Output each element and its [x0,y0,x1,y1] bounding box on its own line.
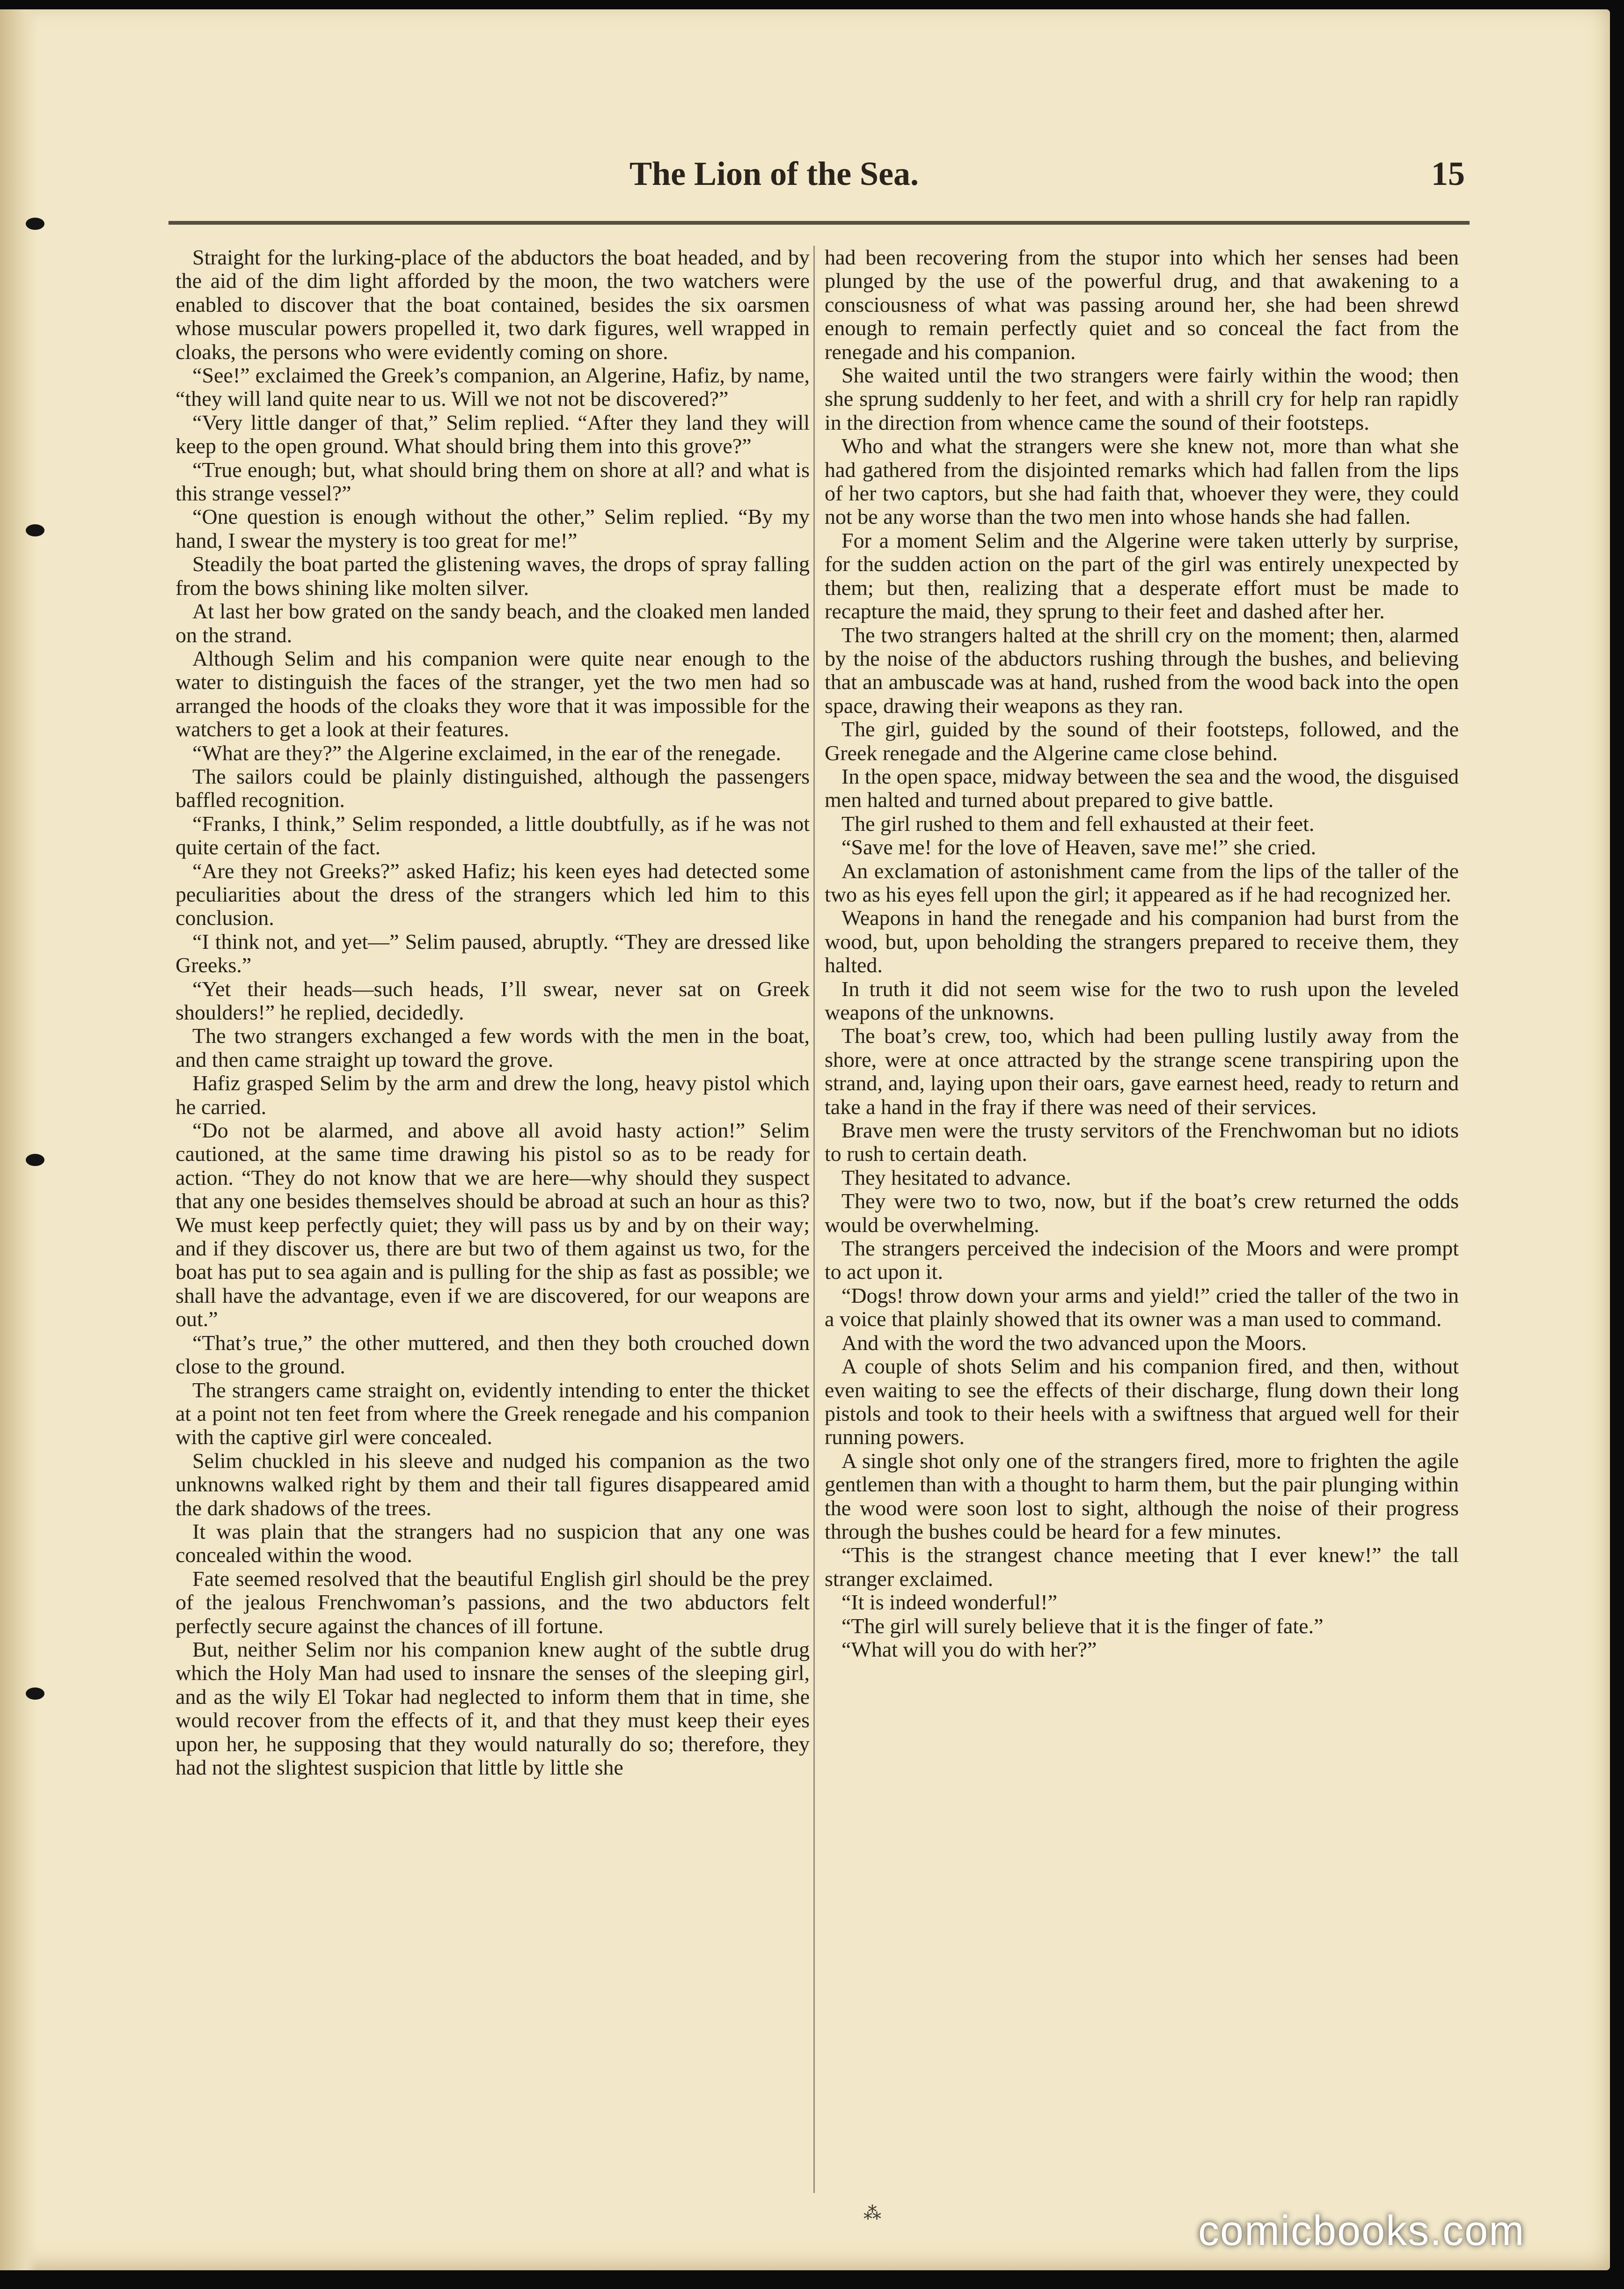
paragraph: At last her bow grated on the sandy beach, and the cloaked men landed on the strand. [176,599,810,647]
paragraph: Hafiz grasped Selim by the arm and drew the long, heavy pistol which he carried. [176,1071,810,1119]
paragraph: They were two to two, now, but if the boat’s crew returned the odds would be overwhelming. [825,1189,1459,1237]
paragraph: It was plain that the strangers had no suspicion that any one was concealed within the wood. [176,1519,810,1567]
paragraph: “Very little danger of that,” Selim replied. “After they land they will keep to the open ground. What should bring them into this grove?” [176,410,810,458]
paragraph: The strangers perceived the indecision of the Moors and were prompt to act upon it. [825,1236,1459,1284]
page-title: The Lion of the Sea. [629,155,919,192]
paragraph: The two strangers halted at the shrill cry on the moment; then, alarmed by the noise of the abductors rushing through the bushes, and believing that an ambuscade was at hand, rushed from the wood back into the open space, drawing their weapons as they ran. [825,623,1459,718]
paragraph: “Franks, I think,” Selim responded, a little doubtfully, as if he was not quite certain of the fact. [176,811,810,859]
running-header [157,154,1465,211]
paragraph: For a moment Selim and the Algerine were taken utterly by surprise, for the sudden action on the part of the girl was entirely unexpected by them; but then, realizing that a desperate effort must be made to recapture the maid, they sprung to their feet and dashed after her. [825,528,1459,624]
paragraph: Steadily the boat parted the glistening waves, the drops of spray falling from the bows shining like molten silver. [176,552,810,600]
paragraph: “Do not be alarmed, and above all avoid hasty action!” Selim cautioned, at the same time drawing his pistol so as to be ready for action. “They do not know that we are here—why should they suspect that any one besides themselves should be abroad at such an hour as this? We must keep perfectly quiet; they will pass us by and by on their way; and if they discover us, there are but two of them against us two, for the boat has put to sea again and is pulling for the ship as fast as possible; we shall have the advantage, even if we are discovered, for our weapons are out.” [176,1118,810,1331]
paragraph: The sailors could be plainly distinguished, although the passengers baffled recognition. [176,764,810,812]
paragraph: “True enough; but, what should bring them on shore at all? and what is this strange vessel?” [176,457,810,506]
paragraph: Fate seemed resolved that the beautiful English girl should be the prey of the jealous Frenchwoman’s passions, and the two abductors felt perfectly secure against the chances of ill fortune. [176,1566,810,1638]
page-spine [0,9,37,2270]
paragraph: “One question is enough without the other,” Selim replied. “By my hand, I swear the mystery is too great for me!” [176,505,810,552]
paragraph: “Dogs! throw down your arms and yield!” cried the taller of the two in a voice that plainly showed that its owner was a man used to command. [825,1283,1459,1331]
paragraph: A couple of shots Selim and his companion fired, and then, without even waiting to see the effects of their discharge, flung down their long pistols and took to their heels with a swiftness that argued well for their running powers. [825,1354,1459,1449]
paragraph: “Save me! for the love of Heaven, save me!” she cried. [841,835,1317,859]
left-text-column [176,246,810,2193]
paragraph: “What are they?” the Algerine exclaimed, in the ear of the renegade. [192,741,781,765]
paragraph: The two strangers exchanged a few words with the men in the boat, and then came straight up toward the grove. [176,1024,810,1071]
paragraph: In the open space, midway between the sea and the wood, the disguised men halted and turned about prepared to give battle. [825,764,1459,812]
paragraph: Although Selim and his companion were quite near enough to the water to distinguish the faces of the stranger, yet the two men had so arranged the hoods of the cloaks they wore that it was impossible for the watchers to get a look at their features. [176,646,810,741]
paragraph: And with the word the two advanced upon the Moors. [841,1330,1307,1355]
paragraph: Straight for the lurking-place of the abductors the boat headed, and by the aid of the dim light afforded by the moon, the two watchers were enabled to discover that the boat contained, besides the six oarsmen whose muscular powers propelled it, two dark figures, well wrapped in cloaks, the persons who were evidently coming on shore. [176,246,810,364]
page-number: 15 [1431,155,1465,192]
paragraph: They hesitated to advance. [841,1165,1071,1189]
paragraph-continued: had been recovering from the stupor into which her senses had been plunged by the use of the powerful drug, and that awakening to a consciousness of what was passing around her, she had been shrewd enough to remain perfectly quiet and so conceal the fact from the renegade and his companion. [825,246,1459,364]
right-text-column [825,246,1459,2193]
paragraph: Weapons in hand the renegade and his companion had burst from the wood, but, upon beholding the strangers prepared to receive them, they halted. [825,906,1459,977]
book-page [0,9,1610,2270]
paragraph: In truth it did not seem wise for the two to rush upon the leveled weapons of the unknowns. [825,976,1459,1024]
paragraph: An exclamation of astonishment came from the lips of the taller of the two as his eyes fell upon the girl; it appeared as if he had recognized her. [825,858,1459,906]
site-watermark: comicbooks.com [1198,2208,1525,2254]
paragraph: The girl rushed to them and fell exhausted at their feet. [841,811,1315,836]
paragraph: “The girl will surely believe that it is the finger of fate.” [841,1614,1324,1638]
paragraph: A single shot only one of the strangers fired, more to frighten the agile gentlemen than with a thought to harm them, but the pair plunging within the wood were soon lost to sight, although the noise of their progress through the bushes could be heard for a few minutes. [825,1448,1459,1543]
paragraph: Selim chuckled in his sleeve and nudged his companion as the two unknowns walked right by them and their tall figures disappeared amid the dark shadows of the trees. [176,1448,810,1520]
paragraph: “What will you do with her?” [841,1637,1097,1661]
paragraph: The strangers came straight on, evidently intending to enter the thicket at a point not ten feet from where the Greek renegade and his companion with the captive girl were concealed. [176,1378,810,1449]
paragraph: “I think not, and yet—” Selim paused, abruptly. “They are dressed like Greeks.” [176,929,810,977]
paragraph: “See!” exclaimed the Greek’s companion, an Algerine, Hafiz, by name, “they will land quite near to us. Will we not not be discovered?” [176,363,810,411]
paragraph: “Are they not Greeks?” asked Hafiz; his keen eyes had detected some peculiarities about the dress of the strangers which led him to this conclusion. [176,858,810,930]
header-rule [168,221,1470,225]
paragraph: But, neither Selim nor his companion knew aught of the subtle drug which the Holy Man had used to insnare the senses of the sleeping girl, and as the wily El Tokar had neglected to inform them that in time, she would recover from the effects of it, and that they must keep their eyes upon her, he supposing that they would naturally do so; therefore, they had not the slightest suspicion that little by little she [176,1637,810,1779]
paragraph: Who and what the strangers were she knew not, more than what she had gathered from the disjointed remarks which had fallen from the lips of her two captors, but she had faith that, whoever they were, they could not be any worse than the two men into whose hands she had fallen. [825,434,1459,529]
paragraph: “It is indeed wonderful!” [841,1590,1058,1614]
printer-mark: ⁂ [863,2204,881,2223]
paragraph: Brave men were the trusty servitors of the Frenchwoman but no idiots to rush to certain death. [825,1118,1459,1166]
column-divider [813,246,815,2193]
paragraph: The girl, guided by the sound of their footsteps, followed, and the Greek renegade and the Algerine came close behind. [825,717,1459,765]
paragraph: “This is the strangest chance meeting that I ever knew!” the tall stranger exclaimed. [825,1543,1459,1591]
paragraph: She waited until the two strangers were fairly within the wood; then she sprung suddenly to her feet, and with a shrill cry for help ran rapidly in the direction from whence came the sound of their footsteps. [825,363,1459,434]
paragraph: “That’s true,” the other muttered, and then they both crouched down close to the ground. [176,1330,810,1379]
paragraph: “Yet their heads—such heads, I’ll swear, never sat on Greek shoulders!” he replied, decidedly. [176,976,810,1024]
paragraph: The boat’s crew, too, which had been pulling lustily away from the shore, were at once attracted by the strange scene transpiring upon the strand, and, laying upon their oars, gave earnest heed, ready to return and take a hand in the fray if there was need of their services. [825,1024,1459,1119]
